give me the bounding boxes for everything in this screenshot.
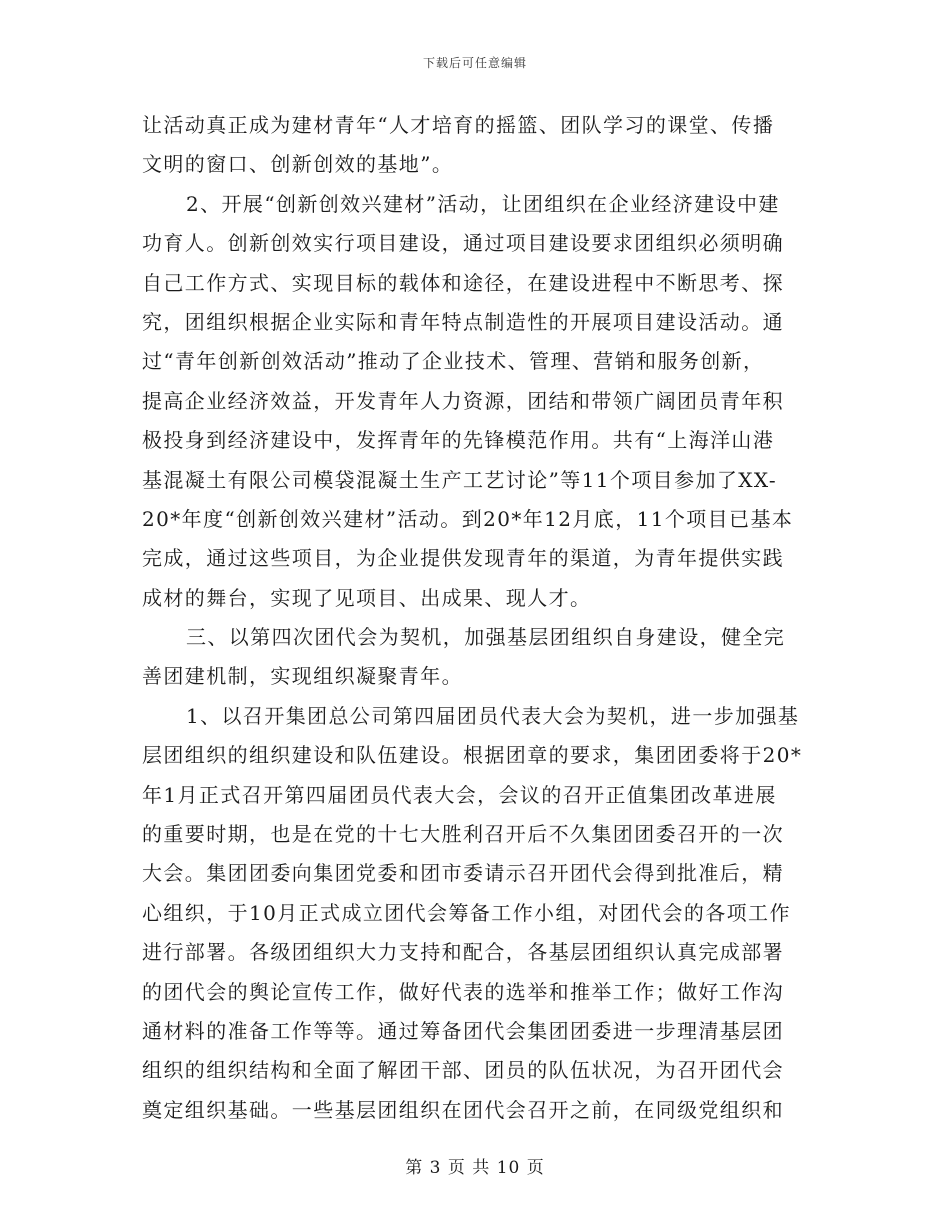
text-line: 让活动真正成为建材青年“人才培育的摇篮、团队学习的课堂、传播: [142, 113, 775, 137]
text-line: 文明的窗口、创新创效的基地”。: [142, 152, 454, 177]
page-number: 第 3 页 共 10 页: [405, 1158, 545, 1178]
text-line: 成材的舞台，实现了见项目、出成果、现人才。: [142, 585, 592, 610]
text-line: 完成，通过这些项目，为企业提供发现青年的渠道，为青年提供实践: [142, 546, 784, 571]
paragraph-first-line: 1、以召开集团总公司第四届团员代表大会为契机，进一步加强基: [186, 703, 800, 728]
text-line: 的团代会的舆论宣传工作，做好代表的选举和推举工作；做好工作沟: [142, 979, 784, 1004]
text-line: 年1月正式召开第四届团员代表大会，会议的召开正值集团改革进展: [142, 782, 777, 807]
text-line: 过“青年创新创效活动”推动了企业技术、管理、营销和服务创新，: [142, 349, 765, 374]
document-body: [142, 106, 810, 1130]
text-line: 自己工作方式、实现目标的载体和途径，在建设进程中不断思考、探: [142, 270, 784, 295]
paragraph-first-line: 三、以第四次团代会为契机，加强基层团组织自身建设，健全完: [186, 625, 786, 650]
text-line: 奠定组织基础。一些基层团组织在团代会召开之前，在同级党组织和: [142, 1097, 784, 1122]
text-line: 功育人。创新创效实行项目建设，通过项目建设要求团组织必须明确: [142, 231, 784, 256]
text-line: 基混凝土有限公司模袋混凝土生产工艺讨论”等11个项目参加了XX-: [142, 467, 777, 492]
text-line: 层团组织的组织建设和队伍建设。根据团章的要求，集团团委将于20*: [142, 743, 803, 768]
text-line: 提高企业经济效益，开发青年人力资源，团结和带领广阔团员青年积: [142, 388, 784, 413]
text-line: 组织的组织结构和全面了解团干部、团员的队伍状况，为召开团代会: [142, 1058, 784, 1083]
text-line: 20*年度“创新创效兴建材”活动。到20*年12月底，11个项目已基本: [142, 506, 794, 531]
text-line: 究，团组织根据企业实际和青年特点制造性的开展项目建设活动。通: [142, 309, 784, 334]
text-line: 大会。集团团委向集团党委和团市委请示召开团代会得到批准后，精: [142, 861, 784, 886]
text-line: 善团建机制，实现组织凝聚青年。: [142, 664, 463, 689]
text-line: 通材料的准备工作等等。通过筹备团代会集团团委进一步理清基层团: [142, 1018, 784, 1043]
text-line: 的重要时期，也是在党的十七大胜利召开后不久集团团委召开的一次: [142, 822, 784, 847]
text-line: 极投身到经济建设中，发挥青年的先锋模范作用。共有“上海洋山港: [142, 428, 775, 453]
paragraph-first-line: 2、开展“创新创效兴建材”活动，让团组织在企业经济建设中建: [186, 191, 780, 216]
text-line: 心组织，于10月正式成立团代会筹备工作小组，对团代会的各项工作: [142, 900, 791, 925]
page-header: 下载后可任意编辑: [422, 56, 527, 70]
text-line: 进行部署。各级团组织大力支持和配合，各基层团组织认真完成部署: [142, 940, 784, 965]
